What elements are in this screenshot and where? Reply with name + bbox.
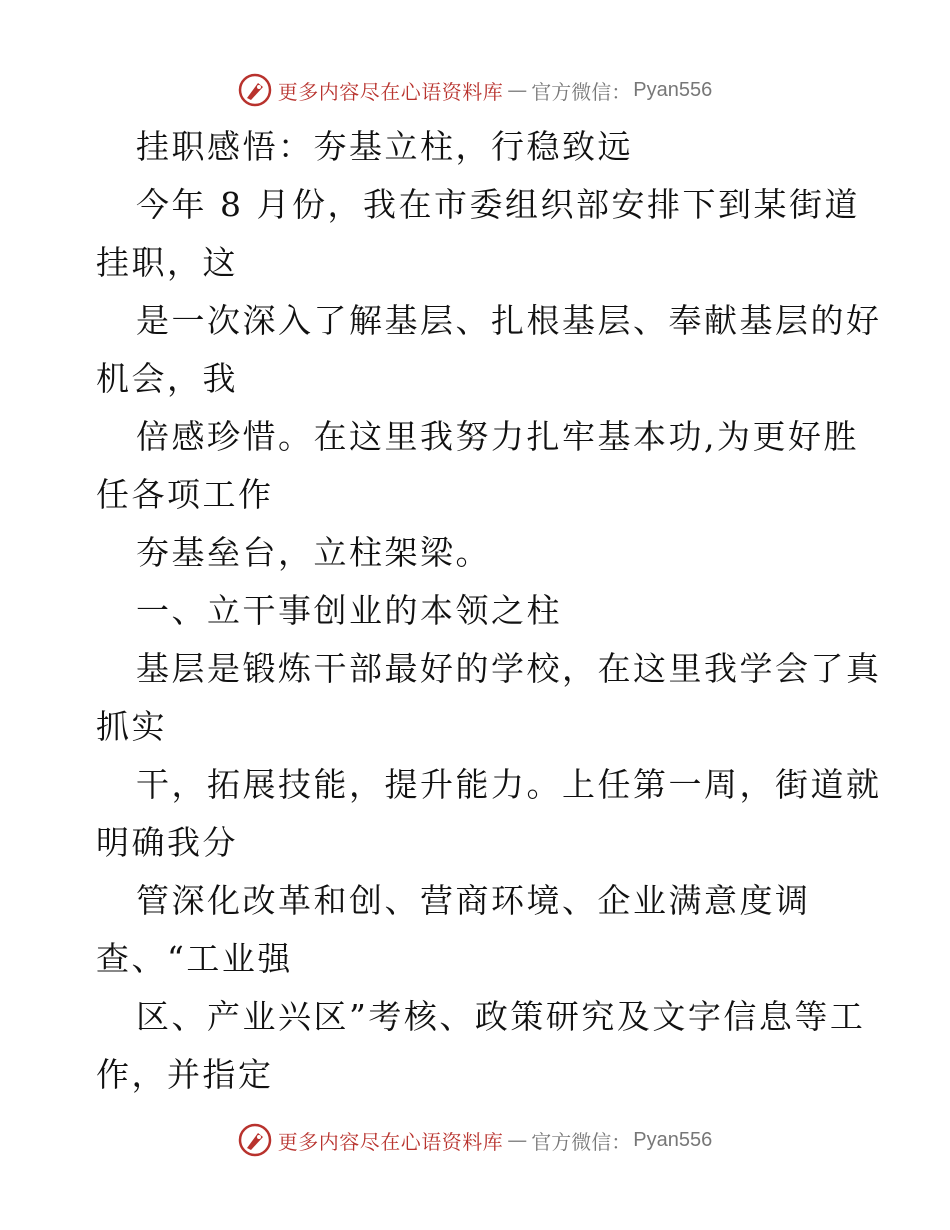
- watermark-text: 更多内容尽在心语资料库: [277, 79, 504, 104]
- text-line: 夯基垒台，立柱架梁。: [136, 533, 491, 572]
- text-line: 挂职感悟：夯基立柱，行稳致远: [136, 127, 633, 166]
- watermark-dash: —: [507, 78, 528, 102]
- watermark-official: 官方微信：: [531, 1129, 632, 1154]
- text-line: 是一次深入了解基层、扎根基层、奉献基层的好: [136, 301, 882, 340]
- pen-nib-icon: [238, 1123, 272, 1157]
- text-line: 查、“工业强: [96, 939, 293, 978]
- watermark-id: Pyan556: [633, 1128, 713, 1151]
- text-line: 一、立干事创业的本领之柱: [136, 591, 562, 630]
- text-line: 干，拓展技能，提升能力。上任第一周，街道就: [136, 765, 882, 804]
- watermark-id: Pyan556: [633, 78, 713, 101]
- text-line: 抓实: [96, 707, 167, 746]
- text-line: 机会，我: [96, 359, 238, 398]
- text-line: 明确我分: [96, 823, 238, 862]
- text-line: 基层是锻炼干部最好的学校，在这里我学会了真: [136, 649, 882, 688]
- text-line: 倍感珍惜。在这里我努力扎牢基本功,为更好胜: [136, 417, 859, 456]
- watermark-header: [0, 70, 950, 110]
- watermark-text: 更多内容尽在心语资料库: [277, 1129, 504, 1154]
- text-line: 挂职，这: [96, 243, 238, 282]
- text-line: 区、产业兴区”考核、政策研究及文字信息等工: [136, 997, 866, 1036]
- watermark-dash: —: [507, 1128, 528, 1152]
- text-line: 今年 8 月份，我在市委组织部安排下到某街道: [136, 185, 860, 224]
- text-line: 管深化改革和创、营商环境、企业满意度调: [136, 881, 811, 920]
- watermark-footer: [0, 1120, 950, 1160]
- text-line: 任各项工作: [96, 475, 274, 514]
- pen-nib-icon: [238, 73, 272, 107]
- document-body: [96, 118, 882, 1104]
- watermark-official: 官方微信：: [531, 79, 632, 104]
- text-line: 作，并指定: [96, 1055, 274, 1094]
